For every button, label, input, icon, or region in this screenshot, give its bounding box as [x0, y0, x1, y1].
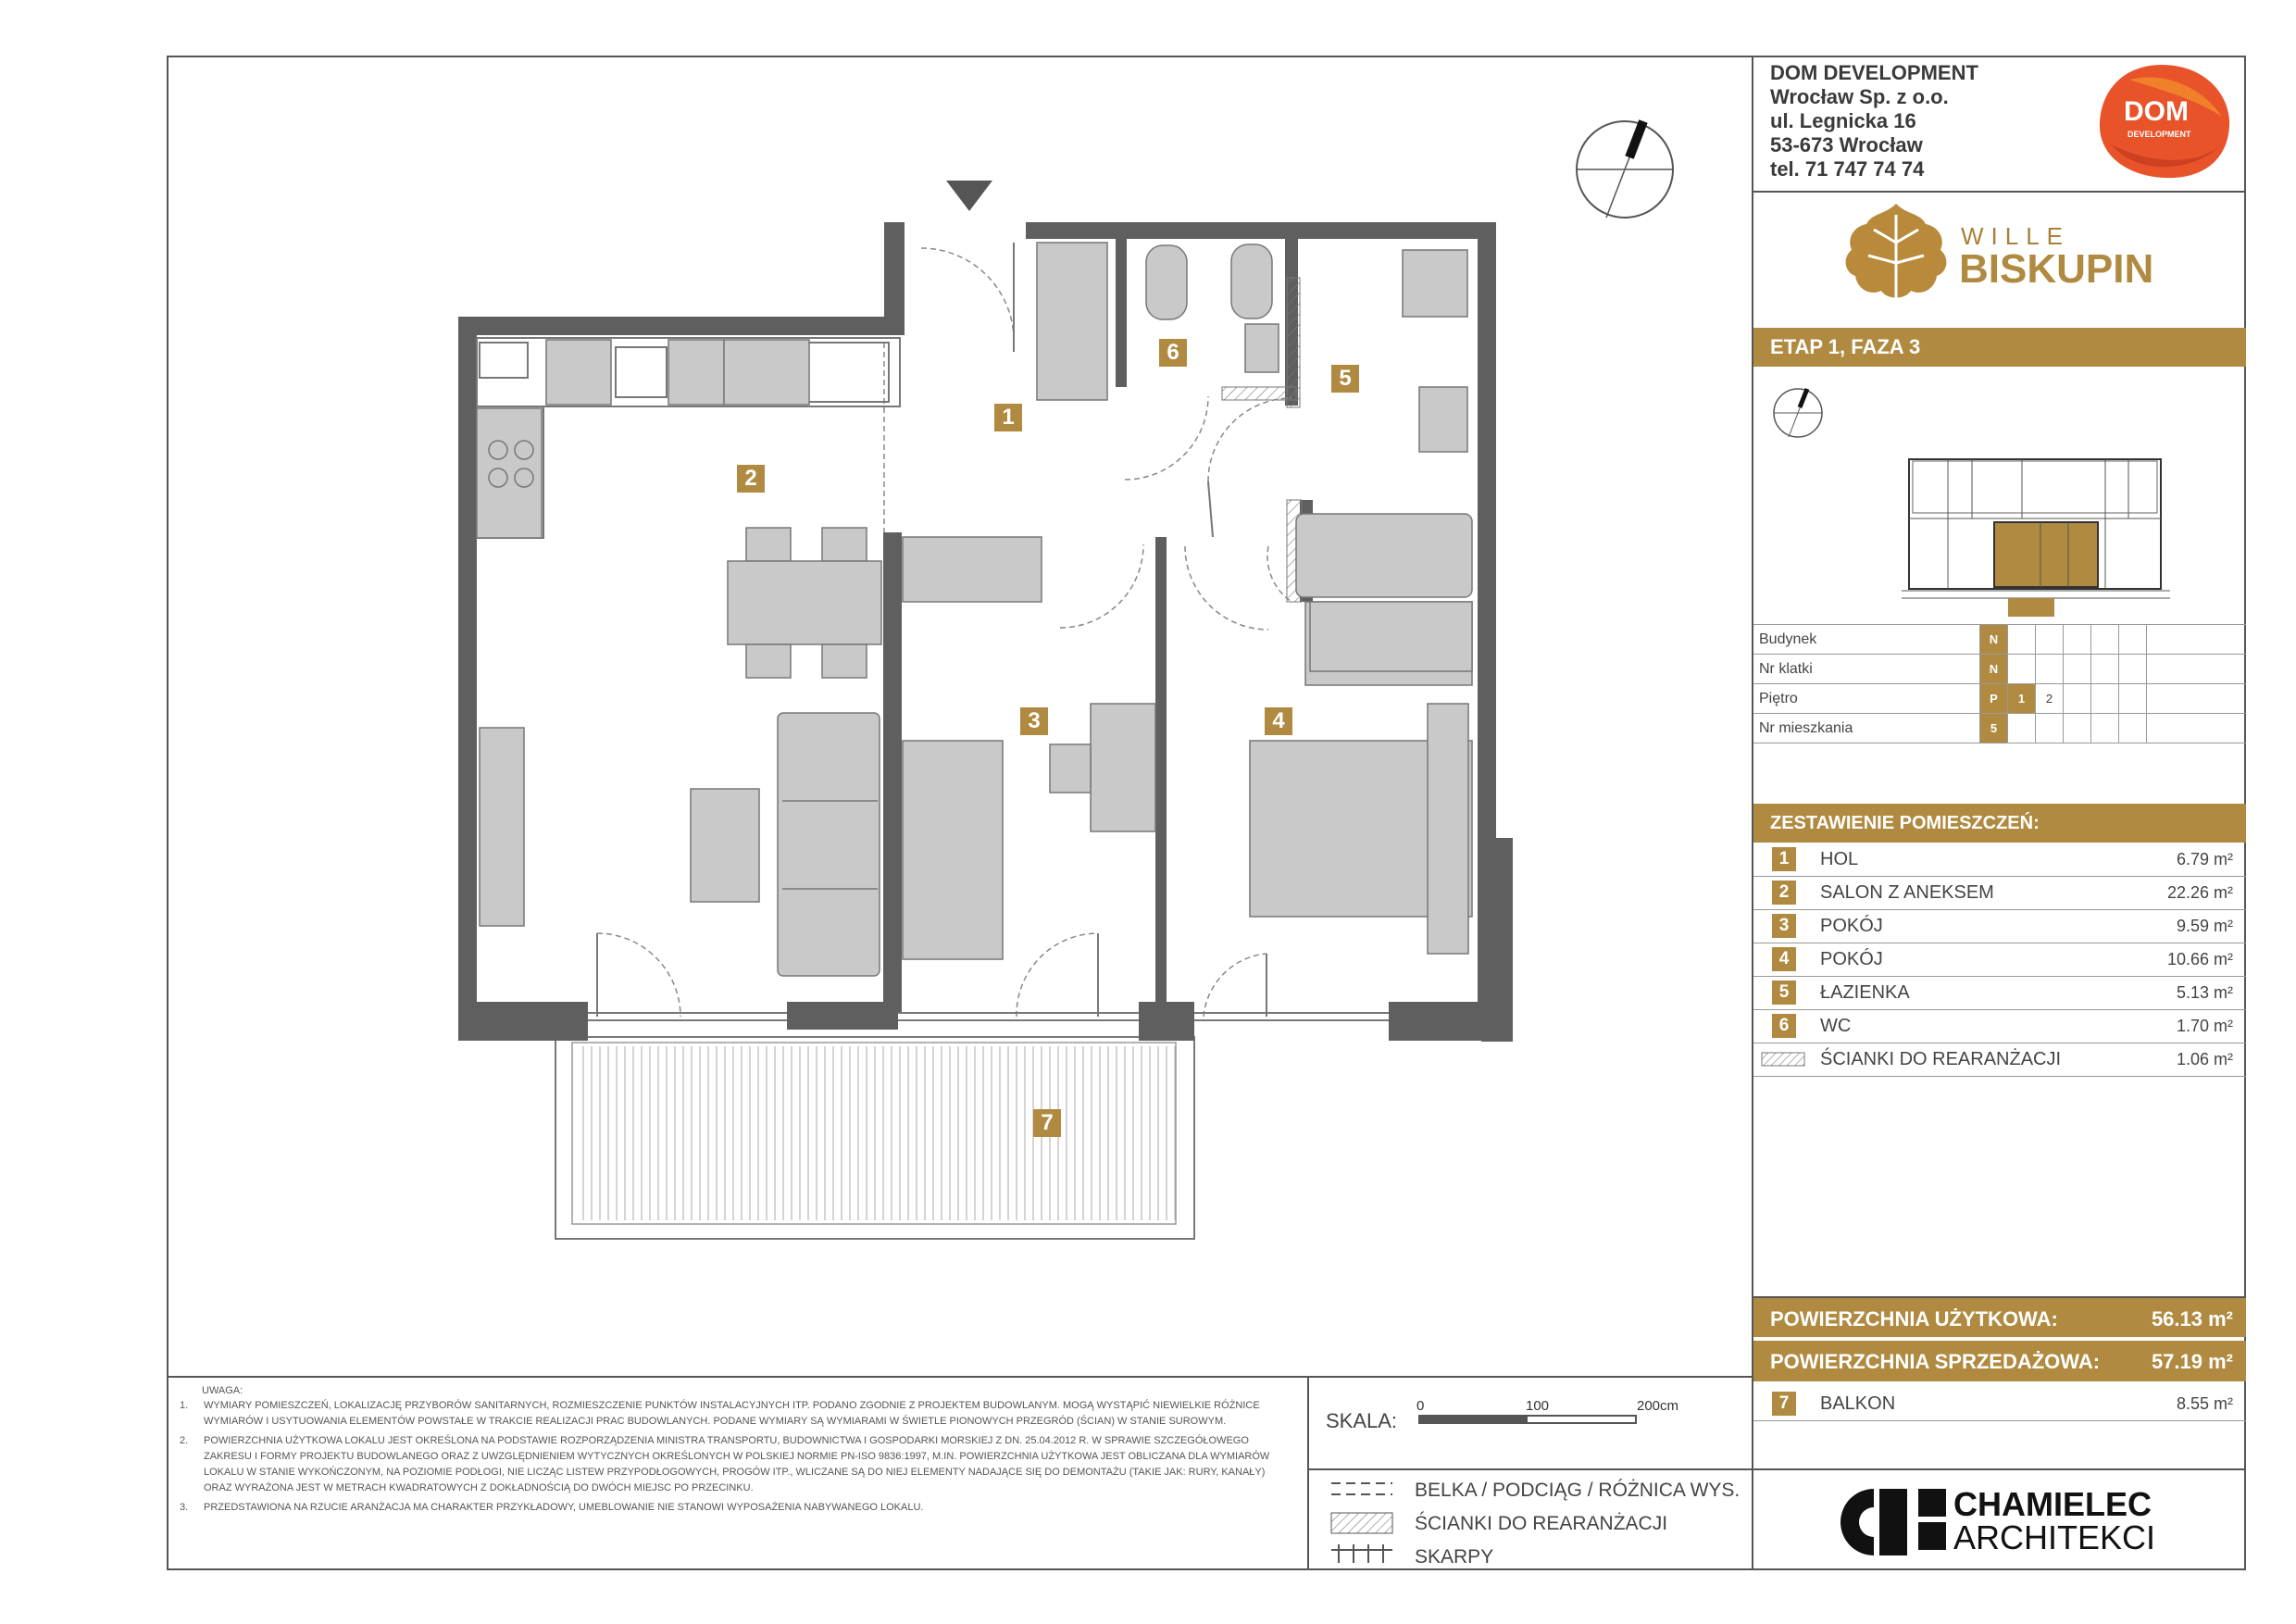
note-item: [180, 1500, 1289, 1516]
architect-line2: ARCHITEKCI: [1953, 1518, 2156, 1556]
location-cell: [2090, 625, 2118, 655]
dom-development-logo: [2092, 61, 2231, 181]
location-table: [1753, 624, 2246, 746]
location-cell: [2146, 625, 2174, 655]
location-cell: [2090, 714, 2118, 743]
notes-divider: [168, 1376, 1752, 1378]
project-name: BISKUPIN: [1959, 246, 2154, 292]
room-row: [1753, 943, 2246, 977]
balcony-row: [1753, 1387, 2246, 1421]
location-cell: [2063, 655, 2090, 684]
location-cell: N: [1979, 625, 2007, 655]
note-text: POWIERZCHNIA UŻYTKOWA LOKALU JEST OKREŚLONA NA PODSTAWIE ROZPORZĄDZENIA MINISTRA TRANSPORTU, BUDOWNICTWA I GOSPODARKI MORSKIEJ Z DN. 25.04.2012 R. W SPRAWIE SZCZEGÓŁOWEGO ZAKRESU I FORMY PROJEKTU BUDOWLANEGO ORAZ Z UWZGLĘDNIENIEM WYTYCZNYCH OKREŚLONYCH W POLSKIEJ NORMIE PN-ISO 9836:1997, M.IN. POWIERZCHNIA UŻYTKOWA JEST OBLICZANA DLA WYMIARÓW LOKALU W STANIE WYKOŃCZONYM, NA POZIOMIE PODŁOGI, NIE LICZĄC LISTEW PRZYPODŁOGOWYCH, PROGÓW ITP., WLICZANE SĄ DO NIEJ ELEMENTY NADAJĄCE SIĘ DO DEMONTAŻU (TAKIE JAK: RURY, KANAŁY) ORAZ WYRAŻONA JEST W METRACH KWADRATOWYCH Z DOKŁADNOŚCIĄ DO DWÓCH MIEJSC PO PRZECINKU.: [204, 1435, 1270, 1493]
room-num: 6: [1772, 1014, 1796, 1038]
location-cell: 2: [2035, 684, 2063, 714]
room-tag-2: 2: [737, 465, 765, 493]
room-num: 4: [1772, 947, 1796, 971]
floor-plan-drawing: [168, 57, 1752, 1376]
partitions-name: ŚCIANKI DO REARANŻACJI: [1820, 1049, 2062, 1069]
legend-window-sills: SKARPY: [1415, 1546, 1494, 1568]
legend-icons: [1329, 1478, 1394, 1567]
architect-square-1: [1918, 1489, 1946, 1517]
room-row: [1753, 1009, 2246, 1043]
location-cell: [2118, 684, 2146, 714]
stage-bar: [1753, 328, 2246, 367]
room-row: [1753, 976, 2246, 1010]
note-number: 2.: [180, 1435, 189, 1446]
note-item: [180, 1398, 1289, 1430]
key-plan: [1763, 380, 2244, 657]
usable-area-bar: [1753, 1296, 2246, 1337]
location-row-label: Nr mieszkania: [1759, 720, 1853, 736]
chamielec-logo-icon: [1839, 1487, 1913, 1557]
location-cell: [2146, 684, 2174, 714]
location-cell: [2063, 625, 2090, 655]
rooms-header-bar: [1753, 804, 2246, 843]
legend-partitions: ŚCIANKI DO REARANŻACJI: [1415, 1513, 1668, 1534]
logo-dom-sub: DEVELOPMENT: [2128, 130, 2191, 139]
living-furniture: [480, 713, 880, 976]
location-row: [1753, 713, 2246, 743]
floor-plan: [168, 57, 1752, 1376]
logo-dom-text: DOM: [2124, 96, 2189, 127]
location-cell: [2063, 714, 2090, 743]
room-row: [1753, 876, 2246, 910]
project-wille: WILLE: [1961, 222, 2071, 250]
location-cell: [2007, 655, 2035, 684]
location-cell: [2090, 655, 2118, 684]
location-cell: [2007, 714, 2035, 743]
room-name: SALON Z ANEKSEM: [1820, 882, 1994, 903]
room-tag-5: 5: [1331, 365, 1359, 393]
hatch-icon: [1331, 1513, 1392, 1533]
note-number: 3.: [180, 1502, 189, 1513]
room-name: WC: [1820, 1016, 1852, 1036]
info-panel: [1752, 56, 2246, 1570]
room-tag-6: 6: [1159, 339, 1187, 367]
location-cell: [2035, 714, 2063, 743]
room-area: 22.26 m²: [2166, 883, 2233, 902]
balcony-area: 8.55 m²: [2176, 1394, 2233, 1413]
room-row: [1753, 843, 2246, 877]
location-cell: [2118, 655, 2146, 684]
location-cell: [2035, 655, 2063, 684]
room-name: ŁAZIENKA: [1820, 982, 1910, 1003]
dashed-line-icon: [1331, 1483, 1392, 1494]
room-tag-3: 3: [1020, 707, 1048, 735]
scale-tick-0: 0: [1416, 1398, 1425, 1414]
location-cell: [2118, 625, 2146, 655]
location-row: [1753, 624, 2246, 655]
room-name: POKÓJ: [1820, 916, 1883, 936]
windows: [588, 1013, 1389, 1020]
company-street: ul. Legnicka 16: [1770, 109, 1916, 132]
location-cell: 5: [1979, 714, 2007, 743]
dining-set: [728, 528, 881, 678]
notes-separator: [1307, 1378, 1309, 1570]
scale-tick-200: 200cm: [1637, 1398, 1679, 1414]
stage-label: ETAP 1, FAZA 3: [1770, 335, 1921, 358]
room-area: 10.66 m²: [2166, 950, 2233, 968]
rooms-header: ZESTAWIENIE POMIESZCZEŃ:: [1770, 813, 2040, 833]
location-cell: [2007, 625, 2035, 655]
scale-label: SKALA:: [1326, 1409, 1398, 1432]
notes-list: [180, 1398, 1289, 1519]
location-cell: [2090, 684, 2118, 714]
location-row-label: Piętro: [1759, 691, 1798, 706]
location-row-label: Budynek: [1759, 631, 1817, 647]
company-phone: tel. 71 747 74 74: [1770, 157, 1925, 181]
note-item: [180, 1433, 1289, 1496]
window-sill-icon: [1331, 1544, 1392, 1563]
note-text: PRZEDSTAWIONA NA RZUCIE ARANŻACJA MA CHARAKTER PRZYKŁADOWY, UMEBLOWANIE NIE STANOWI WYPOSAŻENIA NABYWANEGO LOKALU.: [204, 1502, 924, 1513]
room-tag-4: 4: [1265, 707, 1292, 735]
sale-area-label: POWIERZCHNIA SPRZEDAŻOWA:: [1770, 1350, 2101, 1373]
room-3-furniture: [903, 537, 1155, 959]
room-num: 5: [1772, 981, 1796, 1005]
room-name: HOL: [1820, 849, 1859, 869]
note-text: WYMIARY POMIESZCZEŃ, LOKALIZACJĘ PRZYBORÓW SANITARNYCH, ROZMIESZCZENIE PUNKTÓW INSTALACYJNYCH ITP. PODANO ZGODNIE Z PROJEKTEM BUDOWLANYM. MOGĄ WYSTĄPIĆ NIEWIELKIE RÓŻNICE WYMIARÓW I USYTUOWANIA ELEMENTÓW POWSTAŁE W TRAKCIE REALIZACJI PRAC BUDOWLANYCH. PODANE WYMIARY SĄ WYMIARAMI W ŚWIETLE PIONOWYCH PRZEGRÓD (ŚCIAN) W STANIE SUROWYM.: [204, 1400, 1260, 1427]
location-cell: [2146, 655, 2174, 684]
location-cell: [2035, 625, 2063, 655]
location-cell: 1: [2007, 684, 2035, 714]
room-num: 2: [1772, 881, 1796, 905]
note-number: 1.: [180, 1400, 189, 1411]
bathroom-fixtures: [1037, 243, 1472, 671]
compass-icon: [1577, 121, 1673, 218]
notes-title: UWAGA:: [202, 1385, 243, 1396]
legend-beam: BELKA / PODCIĄG / RÓŻNICA WYS.: [1415, 1480, 1741, 1501]
room-num: 1: [1772, 847, 1796, 871]
usable-area-label: POWIERZCHNIA UŻYTKOWA:: [1770, 1307, 2058, 1330]
room-name: POKÓJ: [1820, 949, 1883, 969]
location-row: [1753, 654, 2246, 684]
partitions-area: 1.06 m²: [2176, 1050, 2233, 1068]
room-num: 3: [1772, 914, 1796, 938]
location-cell: [2146, 714, 2174, 743]
location-row: [1753, 683, 2246, 714]
room-area: 9.59 m²: [2176, 917, 2233, 935]
entrance-marker-icon: [946, 181, 992, 211]
room-tag-1: 1: [994, 404, 1022, 431]
hatch-icon: [1761, 1052, 1805, 1067]
architect-square-2: [1918, 1522, 1946, 1550]
usable-area-value: 56.13 m²: [2151, 1307, 2233, 1330]
sale-area-value: 57.19 m²: [2151, 1350, 2233, 1373]
scale-bar: [1418, 1415, 1637, 1424]
room-area: 6.79 m²: [2176, 850, 2233, 868]
company-name: DOM DEVELOPMENT: [1770, 61, 1978, 84]
location-cell: N: [1979, 655, 2007, 684]
scale-tick-100: 100: [1526, 1398, 1550, 1414]
balcony-num: 7: [1772, 1392, 1796, 1416]
location-cell: [2063, 684, 2090, 714]
sale-area-bar: [1753, 1341, 2246, 1381]
partitions-row: [1753, 1043, 2246, 1077]
oak-leaf-logo-icon: [1837, 196, 1955, 311]
location-row-label: Nr klatki: [1759, 661, 1813, 677]
company-city: 53-673 Wrocław: [1770, 133, 1923, 156]
location-cell: P: [1979, 684, 2007, 714]
room-row: [1753, 909, 2246, 943]
legend-divider: [1309, 1468, 1752, 1470]
balcony-name: BALKON: [1820, 1393, 1896, 1414]
room-tag-7: 7: [1033, 1109, 1061, 1137]
key-compass-icon: [1774, 389, 1822, 437]
room-area: 1.70 m²: [2176, 1017, 2233, 1035]
company-entity: Wrocław Sp. z o.o.: [1770, 85, 1949, 108]
architect-line1: CHAMIELEC: [1953, 1485, 2152, 1523]
room-area: 5.13 m²: [2176, 983, 2233, 1002]
location-cell: [2118, 714, 2146, 743]
